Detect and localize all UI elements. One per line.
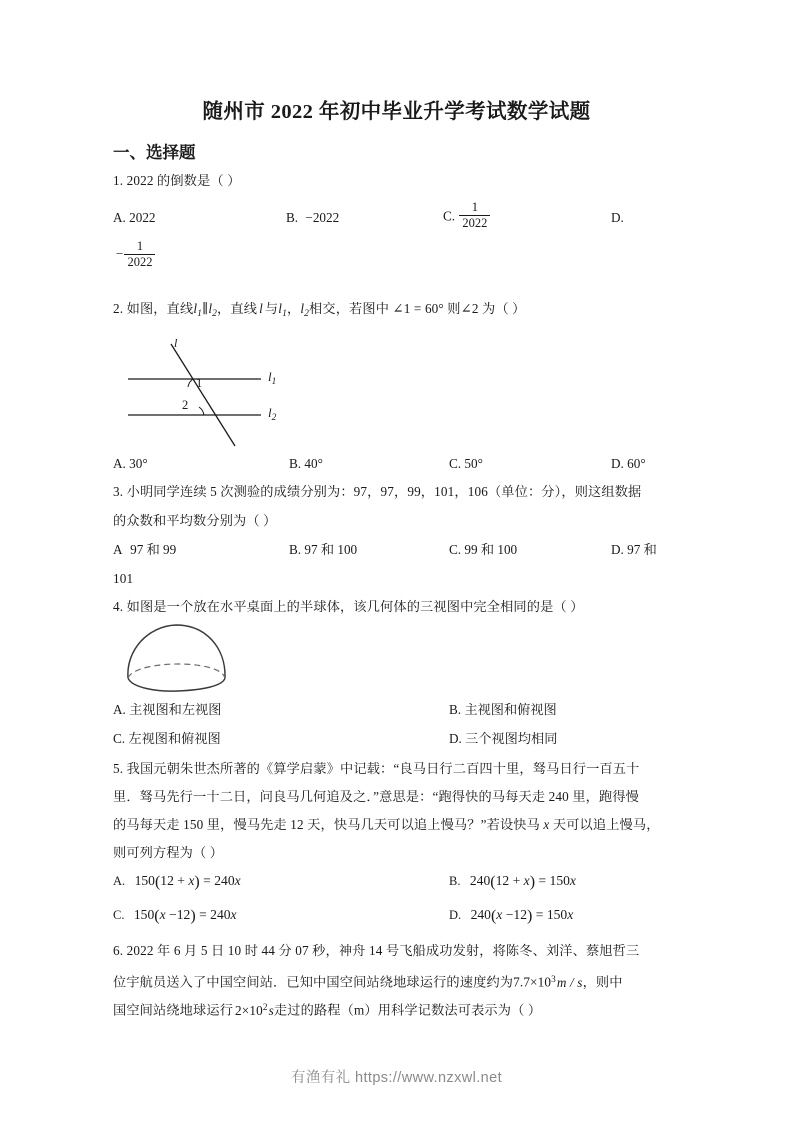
option-1-b-label: B. — [286, 210, 299, 225]
option-5-c-coef: 150 — [133, 907, 155, 922]
question-4-figure — [118, 620, 238, 692]
q2-l: l — [259, 301, 263, 316]
q2-l1-b: l — [278, 301, 283, 316]
option-5-d-coef: 240 — [470, 907, 491, 922]
question-6-stem-line-2 — [113, 966, 703, 996]
option-5-d-equals: = — [532, 907, 547, 922]
option-2-a-label: A. — [113, 456, 126, 471]
figure-2-angle-2-label: 2 — [182, 398, 189, 412]
option-4-a-label: A. — [113, 702, 126, 717]
question-6-speed-value: 7.7×10 — [513, 974, 552, 990]
option-5-a-rhs: 240x — [214, 873, 241, 888]
question-2-figure — [118, 336, 328, 454]
option-3-b-label: B. — [289, 542, 302, 557]
option-5-d-inner: x −12 — [496, 907, 528, 922]
option-1-d-sign: − — [116, 245, 124, 261]
figure-2-line1-sub: 1 — [271, 376, 277, 387]
option-5-c[interactable] — [113, 902, 237, 929]
question-4-stem: 4. 如图是一个放在水平桌面上的半球体，该几何体的三视图中完全相同的是（ ） — [113, 599, 584, 614]
question-5-variable-x: x — [543, 817, 550, 832]
question-6-stem-line-2-b: ，则中 — [582, 974, 623, 990]
option-3-d-label: D. — [611, 542, 624, 557]
question-5-stem-line-3-a: 的马每天走 150 里，慢马先走 12 天，快马几天可以追上慢马？”若设快马 — [113, 817, 544, 832]
question-3-stem-line-1: 3. 小明同学连续 5 次测验的成绩分别为：97，97，99，101，106（单位：分），则这组数据 — [113, 484, 642, 499]
question-6-time-exponent: 2 — [262, 1002, 268, 1012]
figure-2-line1-label — [268, 369, 276, 387]
question-2-stem-d: ， — [286, 301, 301, 316]
figure-2-line2-sub: 2 — [271, 412, 277, 423]
question-6-stem-line-3-b: 走过的路程（m）用科学记数法可表示为（ ） — [273, 1002, 542, 1018]
question-6-time-unit: s — [268, 1002, 274, 1018]
question-5-stem-line-3 — [113, 812, 693, 838]
figure-2-line1-letter: l — [268, 369, 272, 384]
option-5-a-open-paren: ( — [154, 873, 161, 891]
question-5-stem-line-2: 里．驽马先行一十二日，问良马几何追及之．”意思是：“跑得快的马每天走 240 里，跑得慢 — [113, 789, 640, 804]
question-6-speed-unit: m / s — [556, 974, 583, 990]
question-6-stem-line-3 — [113, 994, 703, 1024]
question-6-stem-line-3-a: 国空间站绕地球运行 — [113, 1002, 234, 1018]
q2-parallel-symbol: ∥ — [202, 301, 209, 316]
option-1-c-numerator: 1 — [459, 201, 490, 216]
option-5-a-label: A. — [113, 874, 126, 888]
option-1-a-value: 2022 — [129, 210, 156, 225]
option-2-b-label: B. — [289, 456, 302, 471]
option-5-a-equals: = — [199, 873, 215, 888]
question-6-time-value: 2×10 — [235, 1002, 263, 1018]
section-heading: 一、选择题 — [113, 143, 196, 162]
option-4-b[interactable] — [449, 697, 557, 723]
option-5-a-coef: 150 — [134, 873, 155, 888]
option-5-a-close-paren: ) — [194, 873, 200, 891]
option-2-d-label: D. — [611, 456, 624, 471]
figure-2-line2-letter: l — [268, 405, 272, 420]
option-5-b[interactable] — [449, 868, 576, 895]
option-5-d-rhs: 150x — [546, 907, 574, 922]
question-2-stem-a: 2. 如图，直线 — [113, 301, 194, 316]
parallel-lines-transversal-icon — [118, 336, 328, 454]
question-2-stem-c: 与 — [264, 301, 279, 316]
option-5-a[interactable] — [113, 868, 241, 895]
option-2-c-value: 50° — [464, 456, 483, 471]
question-5-stem-line-1: 5. 我国元朝朱世杰所著的《算学启蒙》中记载：“良马日行二百四十里，驽马日行一百五十 — [113, 761, 640, 776]
option-1-c-label: C. — [443, 208, 456, 224]
option-2-c[interactable] — [449, 451, 483, 477]
option-1-b-value: −2022 — [305, 210, 340, 225]
option-1-d-value[interactable] — [116, 240, 156, 269]
option-4-d[interactable] — [449, 726, 557, 752]
question-5-stem-line-3-b: 天可以追上慢马， — [549, 817, 660, 832]
option-5-b-label: B. — [449, 874, 461, 888]
option-3-c-label: C. — [449, 542, 462, 557]
option-3-b-value: 97 和 100 — [304, 542, 358, 557]
option-3-b[interactable] — [289, 537, 357, 563]
question-2-stem-e: 相交，若图中 ∠1 = 60° 则∠2 为（ ） — [309, 301, 526, 316]
question-6-speed-exponent: 3 — [551, 974, 556, 984]
option-4-a[interactable] — [113, 697, 221, 723]
q2-l2-sub-b: 2 — [304, 309, 310, 320]
option-5-c-open-paren: ( — [154, 907, 160, 925]
option-4-d-label: D. — [449, 731, 462, 746]
option-5-b-equals: = — [535, 873, 550, 888]
question-6-stem-line-1: 6. 2022 年 6 月 5 日 10 时 44 分 07 秒，神舟 14 号飞船成功发射，将陈冬、刘洋、蔡旭哲三 — [113, 943, 640, 958]
option-3-d-value: 97 和 — [627, 542, 657, 557]
q2-l1-sub-b: 1 — [282, 309, 287, 320]
option-3-a-value: 97 和 99 — [130, 542, 177, 557]
question-1-stem: 1. 2022 的倒数是（ ） — [113, 173, 241, 188]
q2-l2-b: l — [300, 301, 305, 316]
q2-l1-sub: 1 — [197, 309, 203, 320]
option-4-c-value: 左视图和俯视图 — [128, 731, 221, 746]
option-4-a-value: 主视图和左视图 — [129, 702, 222, 717]
option-4-b-label: B. — [449, 702, 462, 717]
option-5-b-rhs: 150x — [549, 873, 576, 888]
option-3-d[interactable] — [611, 537, 657, 563]
option-5-d[interactable] — [449, 902, 573, 929]
question-2-stem — [113, 296, 693, 327]
option-1-a-label: A. — [113, 210, 126, 225]
figure-2-line2-label — [268, 405, 276, 423]
option-5-d-label: D. — [449, 908, 462, 922]
option-3-d-wrap[interactable]: 101 — [113, 571, 134, 586]
option-1-d-fraction — [124, 240, 155, 269]
option-2-a-value: 30° — [129, 456, 148, 471]
option-3-a-label: A — [113, 542, 122, 557]
option-1-d[interactable] — [611, 205, 624, 231]
question-2-stem-b: ，直线 — [217, 301, 258, 316]
option-1-c-denominator: 2022 — [462, 216, 488, 231]
option-3-a[interactable] — [113, 537, 176, 563]
option-1-a[interactable] — [113, 205, 156, 231]
option-1-b[interactable] — [286, 205, 339, 231]
option-3-c[interactable] — [449, 537, 517, 563]
question-3-stem-line-2: 的众数和平均数分别为（ ） — [113, 513, 277, 528]
question-5-stem-line-4: 则可列方程为（ ） — [113, 845, 224, 860]
option-2-b-value: 40° — [304, 456, 323, 471]
figure-2-angle-1-label: 1 — [196, 376, 203, 390]
option-5-c-inner: x −12 — [159, 907, 191, 922]
option-1-c-fraction — [459, 201, 490, 230]
option-1-c[interactable] — [443, 201, 491, 230]
option-4-b-value: 主视图和俯视图 — [464, 702, 557, 717]
option-5-c-close-paren: ) — [190, 907, 196, 925]
option-4-c[interactable] — [113, 726, 221, 752]
option-5-b-inner: 12 + x — [495, 873, 530, 888]
option-2-d[interactable] — [611, 451, 646, 477]
option-5-b-close-paren: ) — [529, 873, 536, 891]
footer-watermark: 有渔有礼 https://www.nzxwl.net — [290, 1070, 503, 1086]
hemisphere-solid-icon — [118, 620, 238, 692]
q2-l1: l — [193, 301, 198, 316]
question-6-stem-line-2-a: 位宇航员送入了中国空间站．已知中国空间站绕地球运行的速度约为 — [113, 974, 514, 990]
figure-2-transversal-label: l — [174, 336, 178, 350]
option-2-b[interactable] — [289, 451, 323, 477]
q2-l2-sub: 2 — [212, 309, 218, 320]
option-5-c-rhs: 240x — [210, 907, 237, 922]
q2-l2: l — [208, 301, 213, 316]
option-2-d-value: 60° — [627, 456, 646, 471]
option-1-d-numerator: 1 — [124, 240, 155, 255]
option-5-b-coef: 240 — [469, 873, 491, 888]
option-4-c-label: C. — [113, 731, 126, 746]
option-3-c-value: 99 和 100 — [464, 542, 518, 557]
page-title: 随州市 2022 年初中毕业升学考试数学试题 — [202, 101, 591, 123]
option-2-c-label: C. — [449, 456, 462, 471]
option-2-a[interactable] — [113, 451, 148, 477]
option-5-b-open-paren: ( — [490, 873, 496, 891]
option-5-c-equals: = — [195, 907, 211, 922]
option-1-d-denominator: 2022 — [127, 255, 153, 270]
option-5-c-label: C. — [113, 908, 125, 922]
option-5-a-inner: 12 + x — [160, 873, 195, 888]
option-5-d-close-paren: ) — [527, 907, 533, 925]
option-4-d-value: 三个视图均相同 — [465, 731, 558, 746]
option-5-d-open-paren: ( — [490, 907, 497, 925]
option-1-d-label: D. — [611, 210, 624, 225]
